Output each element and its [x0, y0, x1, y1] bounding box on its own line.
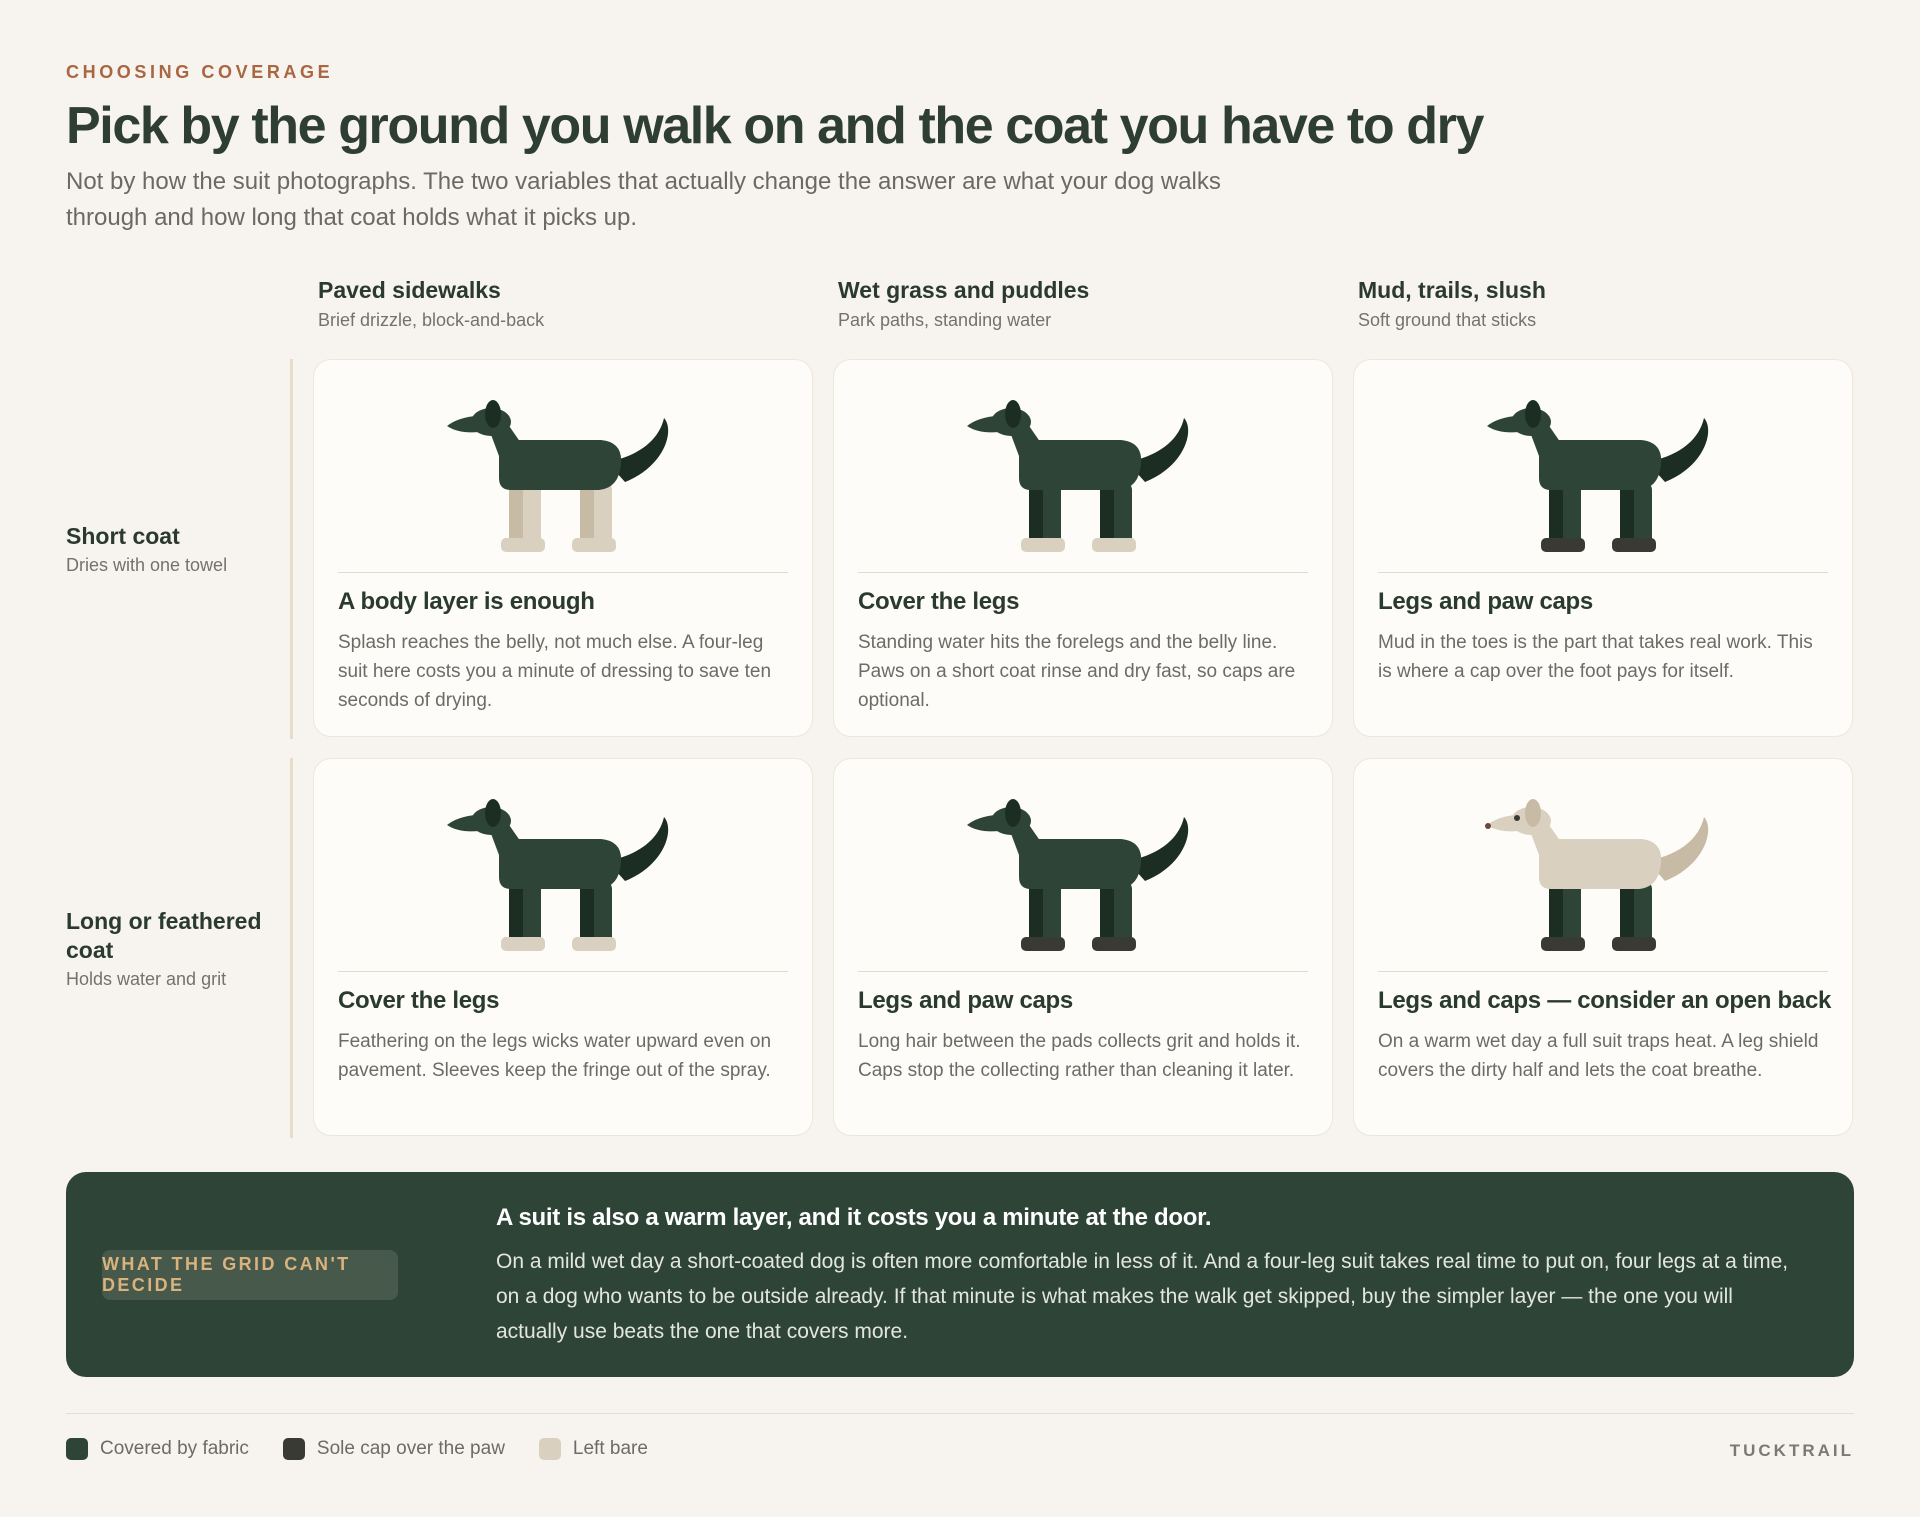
- dog-illustration: [439, 789, 689, 964]
- coverage-card-short-mud: [1353, 359, 1853, 737]
- dog-nose: [1485, 823, 1491, 829]
- dog-ear: [1005, 400, 1021, 428]
- dog-snout: [447, 815, 479, 831]
- dog-ear: [1005, 799, 1021, 827]
- legend-item-bare: [539, 1438, 648, 1460]
- row-title: Short coat: [66, 523, 180, 549]
- dog-snout: [967, 815, 999, 831]
- footer-divider: [66, 1413, 1854, 1414]
- card-divider: [858, 572, 1308, 573]
- legend-swatch: [539, 1438, 561, 1460]
- dog-illustration: [959, 789, 1209, 964]
- coverage-card-long-wet: [833, 758, 1333, 1136]
- eyebrow: CHOOSING COVERAGE: [66, 62, 334, 82]
- dog-front-paws: [1541, 937, 1585, 951]
- column-header-paved: [318, 277, 798, 331]
- dog-illustration: [439, 390, 689, 565]
- legend: [66, 1438, 682, 1460]
- legend-label: Left bare: [572, 1438, 648, 1459]
- card-title: A body layer is enough: [338, 588, 595, 615]
- dog-snout: [1487, 416, 1519, 432]
- row-divider: [290, 359, 293, 739]
- dog-back-paws: [1612, 538, 1656, 552]
- dog-back-paws: [1092, 937, 1136, 951]
- dog-illustration: [1479, 789, 1729, 964]
- row-subtitle: Dries with one towel: [66, 555, 228, 575]
- card-title: Legs and paw caps: [1378, 588, 1593, 615]
- dog-back-paws: [572, 937, 616, 951]
- page-subtitle: Not by how the suit photographs. The two variables that actually change the answer are what your dog walks through and how long that coat holds what it picks up.: [66, 168, 1221, 231]
- column-header-wet-grass: [838, 277, 1318, 331]
- column-title: Paved sidewalks: [318, 277, 501, 303]
- card-body: Long hair between the pads collects grit and holds it. Caps stop the collecting rather than cleaning it later.: [858, 1031, 1301, 1081]
- column-title: Mud, trails, slush: [1358, 277, 1546, 303]
- row-header-short-coat: [66, 522, 281, 576]
- column-title: Wet grass and puddles: [838, 277, 1090, 303]
- legend-swatch: [283, 1438, 305, 1460]
- legend-swatch: [66, 1438, 88, 1460]
- dog-front-paws: [501, 538, 545, 552]
- card-divider: [338, 971, 788, 972]
- card-body: Splash reaches the belly, not much else. A four-leg suit here costs you a minute of dressing to save ten seconds of drying.: [338, 632, 772, 711]
- card-divider: [1378, 572, 1828, 573]
- card-body: On a warm wet day a full suit traps heat. A leg shield covers the dirty half and lets the coat breathe.: [1378, 1031, 1819, 1081]
- banner-body: On a mild wet day a short-coated dog is often more comfortable in less of it. And a four-leg suit takes real time to put on, four legs at a time, on a dog who wants to be outside already. If that minute is what makes the walk get skipped, buy the simpler layer — the one you will actually use beats the one that covers more.: [496, 1250, 1789, 1343]
- card-title: Cover the legs: [858, 588, 1020, 615]
- dog-snout: [447, 416, 479, 432]
- coverage-card-short-paved: [313, 359, 813, 737]
- dog-ear: [1525, 400, 1541, 428]
- card-title: Legs and caps — consider an open back: [1378, 987, 1832, 1014]
- legend-label: Covered by fabric: [100, 1438, 249, 1459]
- column-subtitle: Soft ground that sticks: [1358, 310, 1537, 330]
- page-title: Pick by the ground you walk on and the coat you have to dry: [66, 97, 1483, 155]
- row-header-long-coat: [66, 907, 281, 990]
- card-divider: [338, 572, 788, 573]
- card-title: Legs and paw caps: [858, 987, 1073, 1014]
- legend-item-cap: [283, 1438, 505, 1460]
- coverage-card-long-paved: [313, 758, 813, 1136]
- dog-front-paws: [1021, 937, 1065, 951]
- dog-front-paws: [501, 937, 545, 951]
- dog-ear: [1525, 799, 1541, 827]
- card-body: Mud in the toes is the part that takes real work. This is where a cap over the foot pays for itself.: [1378, 632, 1813, 682]
- card-divider: [1378, 971, 1828, 972]
- dog-ear: [485, 799, 501, 827]
- dog-illustration: [959, 390, 1209, 565]
- coverage-card-long-mud: [1353, 758, 1853, 1136]
- column-subtitle: Brief drizzle, block-and-back: [318, 310, 545, 330]
- dog-illustration: [1479, 390, 1729, 565]
- dog-snout: [967, 416, 999, 432]
- legend-item-fabric: [66, 1438, 249, 1460]
- banner-title: A suit is also a warm layer, and it costs you a minute at the door.: [496, 1204, 1212, 1231]
- card-divider: [858, 971, 1308, 972]
- column-subtitle: Park paths, standing water: [838, 310, 1052, 330]
- row-title: Long or feathered coat: [66, 908, 262, 963]
- card-body: Standing water hits the forelegs and the belly line. Paws on a short coat rinse and dry fast, so caps are optional.: [858, 632, 1296, 711]
- brand-wordmark: TUCKTRAIL: [1729, 1441, 1854, 1460]
- banner-tag: WHAT THE GRID CAN'T DECIDE: [102, 1250, 398, 1300]
- dog-eye: [1514, 815, 1520, 821]
- card-body: Feathering on the legs wicks water upward even on pavement. Sleeves keep the fringe out of the spray.: [338, 1031, 772, 1081]
- legend-label: Sole cap over the paw: [316, 1438, 505, 1459]
- dog-back-paws: [1612, 937, 1656, 951]
- column-header-mud: [1358, 277, 1838, 331]
- callout-banner: [66, 1172, 1854, 1377]
- dog-ear: [485, 400, 501, 428]
- row-subtitle: Holds water and grit: [66, 969, 227, 989]
- row-divider: [290, 758, 293, 1138]
- coverage-card-short-wet: [833, 359, 1333, 737]
- dog-front-paws: [1541, 538, 1585, 552]
- dog-back-paws: [572, 538, 616, 552]
- dog-back-paws: [1092, 538, 1136, 552]
- card-title: Cover the legs: [338, 987, 500, 1014]
- dog-front-paws: [1021, 538, 1065, 552]
